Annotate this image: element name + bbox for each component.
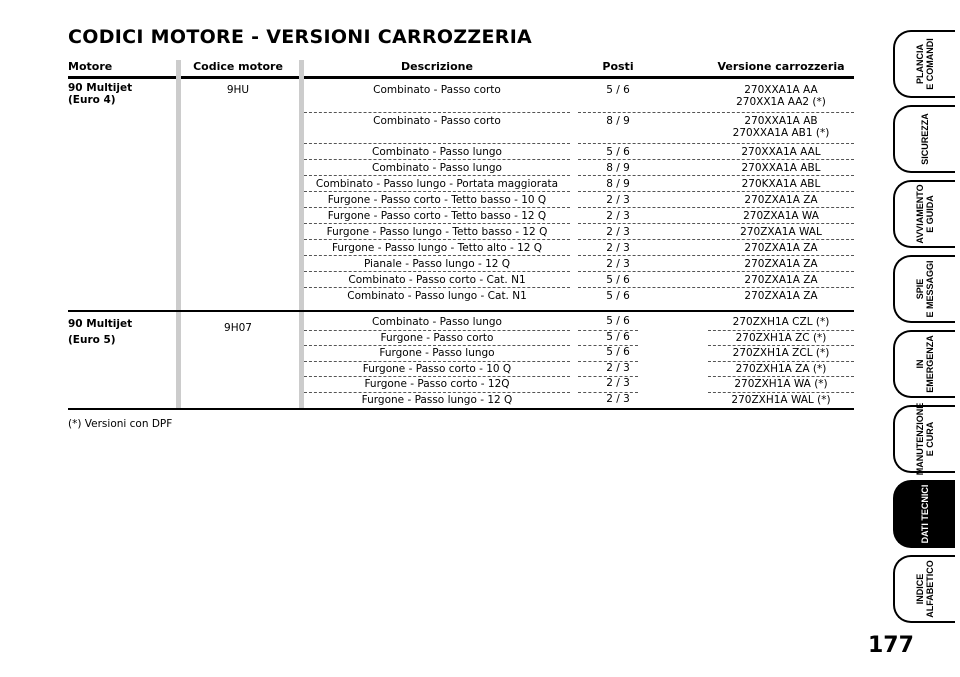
row-posti: 5 / 6 [606, 331, 630, 343]
row-divider [304, 143, 570, 144]
row-divider [578, 271, 854, 272]
tab-manutenzione-e-cura[interactable] [893, 402, 955, 476]
page-title: CODICI MOTORE - VERSIONI CARROZZERIA [68, 26, 533, 48]
motor-line-2: (Euro 5) [68, 334, 116, 346]
column-divider [176, 60, 181, 408]
row-posti: 5 / 6 [606, 346, 630, 358]
tab-sicurezza[interactable] [893, 105, 955, 173]
row-description: Furgone - Passo corto [380, 332, 494, 344]
tab-plancia-e-comandi[interactable] [893, 30, 955, 98]
row-posti: 8 / 9 [606, 115, 630, 127]
row-posti: 2 / 3 [606, 194, 630, 206]
row-divider [578, 159, 854, 160]
row-versione: 270KXA1A ABL [741, 178, 821, 190]
header-posti: Posti [602, 60, 634, 73]
row-versione: 270ZXA1A ZA [744, 290, 818, 302]
row-posti: 2 / 3 [606, 210, 630, 222]
motor-name [68, 82, 132, 106]
row-versione: 270XXA1A AB [744, 115, 818, 127]
row-description: Combinato - Passo lungo [372, 316, 502, 328]
row-posti: 5 / 6 [606, 146, 630, 158]
engine-code: 9HU [226, 84, 250, 96]
row-posti: 8 / 9 [606, 162, 630, 174]
page-number: 177 [868, 633, 914, 658]
row-posti: 2 / 3 [606, 258, 630, 270]
row-divider [578, 287, 854, 288]
row-versione: 270ZXA1A ZA [744, 274, 818, 286]
group-separator [68, 310, 854, 312]
row-divider [304, 271, 570, 272]
row-divider [578, 239, 854, 240]
header-rule [68, 76, 854, 79]
row-description: Pianale - Passo lungo - 12 Q [363, 258, 511, 270]
tab-label: SPIE E MESSAGGI [915, 260, 935, 318]
row-description: Furgone - Passo corto - Tetto basso - 10 Q [327, 194, 547, 206]
row-description: Combinato - Passo lungo [372, 146, 502, 158]
row-versione: 270ZXH1A WA (*) [734, 378, 828, 390]
tab-label: DATI TECNICI [920, 484, 930, 544]
row-description: Furgone - Passo corto - Tetto basso - 12 Q [327, 210, 547, 222]
row-divider [304, 376, 570, 377]
row-description: Combinato - Passo lungo - Cat. N1 [347, 290, 527, 302]
row-divider [304, 159, 570, 160]
row-description: Combinato - Passo corto [373, 115, 501, 127]
row-divider [708, 392, 854, 393]
row-posti: 5 / 6 [606, 84, 630, 96]
tab-indice-alfabetico[interactable] [893, 555, 955, 623]
tab-dati-tecnici[interactable] [893, 480, 955, 548]
row-versione: 270ZXH1A ZC (*) [735, 332, 827, 344]
row-posti: 2 / 3 [606, 362, 630, 374]
row-versione: 270ZXH1A CZL (*) [732, 316, 830, 328]
row-divider [708, 376, 854, 377]
row-divider [304, 112, 570, 113]
header-descrizione: Descrizione [401, 60, 473, 73]
header-versione: Versione carrozzeria [717, 60, 845, 73]
tab-label: AVVIAMENTO E GUIDA [915, 184, 935, 244]
tab-label: IN EMERGENZA [915, 335, 935, 393]
row-divider [304, 345, 570, 346]
table-bottom-rule [68, 408, 854, 410]
tab-spie-e-messaggi[interactable] [893, 255, 955, 323]
row-divider [578, 143, 854, 144]
row-divider [304, 175, 570, 176]
row-posti: 8 / 9 [606, 178, 630, 190]
row-description: Combinato - Passo lungo - Portata maggiorata [315, 178, 559, 190]
row-divider [578, 255, 854, 256]
row-versione: 270ZXA1A ZA [744, 242, 818, 254]
motor-line-1: 90 Multijet [68, 82, 133, 94]
row-description: Furgone - Passo corto - 10 Q [362, 363, 512, 375]
row-posti: 2 / 3 [606, 226, 630, 238]
row-description: Furgone - Passo lungo [379, 347, 495, 359]
row-description: Combinato - Passo corto - Cat. N1 [348, 274, 526, 286]
row-divider [304, 207, 570, 208]
motor-line-2: (Euro 4) [68, 94, 116, 106]
tab-avviamento-e-guida[interactable] [893, 180, 955, 248]
row-posti: 5 / 6 [606, 315, 630, 327]
header-motore: Motore [68, 60, 113, 73]
row-divider [578, 223, 854, 224]
row-description: Furgone - Passo lungo - Tetto basso - 12 Q [326, 226, 548, 238]
row-versione: 270ZXA1A ZA [744, 258, 818, 270]
row-divider [578, 112, 854, 113]
tab-label: INDICE ALFABETICO [915, 560, 935, 618]
row-divider [304, 191, 570, 192]
row-divider [708, 345, 854, 346]
row-posti: 2 / 3 [606, 242, 630, 254]
row-divider [304, 239, 570, 240]
motor-name [68, 316, 132, 348]
row-versione: 270ZXH1A WAL (*) [731, 394, 831, 406]
row-versione-dpf: 270XX1A AA2 (*) [736, 96, 826, 108]
row-divider [708, 361, 854, 362]
row-description: Furgone - Passo corto - 12Q [364, 378, 510, 390]
motor-line-1: 90 Multijet [68, 318, 133, 330]
row-divider [304, 287, 570, 288]
row-versione: 270ZXH1A ZA (*) [735, 363, 827, 375]
row-versione: 270ZXH1A ZCL (*) [732, 347, 830, 359]
tab-label: PLANCIA E COMANDI [915, 38, 935, 90]
row-versione: 270XXA1A ABL [741, 162, 821, 174]
row-posti: 5 / 6 [606, 274, 630, 286]
row-versione: 270ZXA1A ZA [744, 194, 818, 206]
engine-code: 9H07 [224, 322, 252, 334]
footnote: (*) Versioni con DPF [68, 418, 173, 430]
tab-in-emergenza[interactable] [893, 330, 955, 398]
row-versione: 270ZXA1A WA [743, 210, 819, 222]
row-posti: 2 / 3 [606, 393, 630, 405]
row-posti: 5 / 6 [606, 290, 630, 302]
header-codice: Codice motore [193, 60, 283, 73]
row-divider [304, 255, 570, 256]
row-versione-dpf: 270XXA1A AB1 (*) [732, 127, 830, 139]
row-divider [708, 330, 854, 331]
row-description: Furgone - Passo lungo - Tetto alto - 12 Q [331, 242, 543, 254]
row-divider [578, 175, 854, 176]
row-description: Furgone - Passo lungo - 12 Q [361, 394, 513, 406]
row-divider [578, 207, 854, 208]
tab-label: MANUTENZIONE E CURA [915, 402, 935, 476]
row-description: Combinato - Passo corto [373, 84, 501, 96]
row-versione: 270ZXA1A WAL [740, 226, 822, 238]
row-description: Combinato - Passo lungo [372, 162, 502, 174]
tab-label: SICUREZZA [920, 113, 930, 165]
row-divider [578, 191, 854, 192]
row-divider [304, 392, 570, 393]
row-divider [304, 330, 570, 331]
row-versione: 270XXA1A AA [744, 84, 818, 96]
row-divider [304, 361, 570, 362]
row-versione: 270XXA1A AAL [741, 146, 821, 158]
row-divider [304, 223, 570, 224]
row-posti: 2 / 3 [606, 377, 630, 389]
